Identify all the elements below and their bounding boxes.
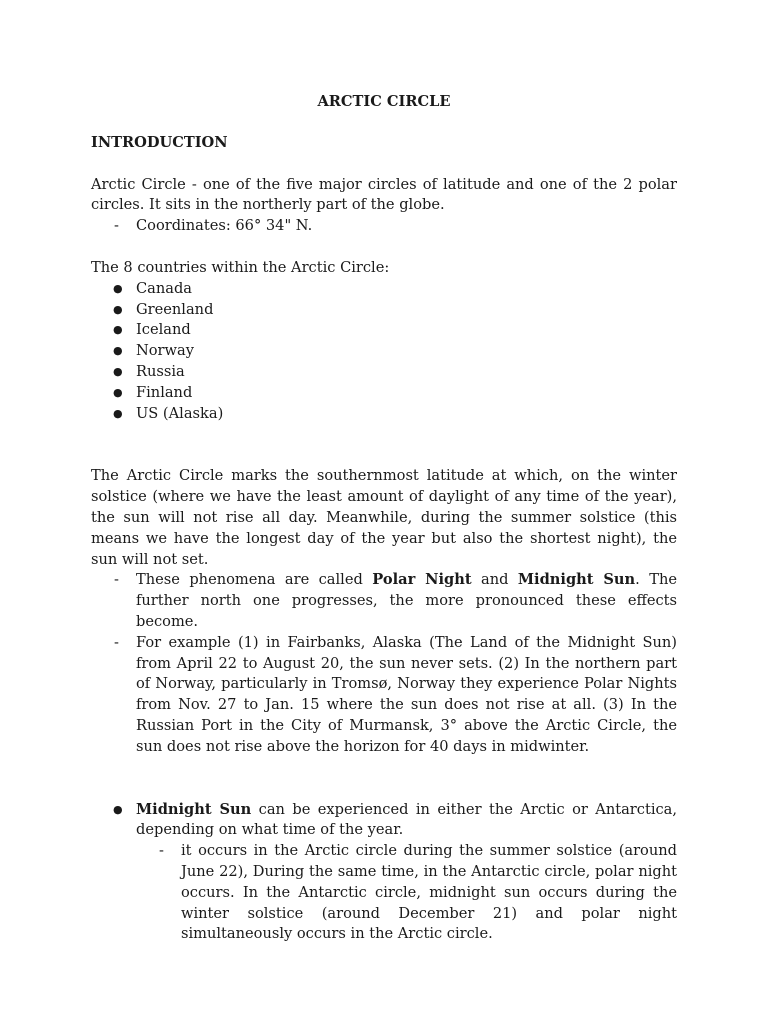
- document-page: [91, 92, 677, 945]
- bullet-marker: ●: [113, 406, 123, 420]
- midnight-sun-detail-text: it occurs in the Arctic circle during the summer solstice (around June 22), During the same time, in the Antarctic circle, polar night occurs. In the Antarctic circle, midnight sun occurs during the winter solstice (around December 21) and polar night simultaneously occurs in the Arctic circle.: [181, 842, 677, 943]
- intro-paragraph: Arctic Circle - one of the five major circles of latitude and one of the 2 polar circles. It sits in the northerly part of the globe.: [91, 175, 677, 214]
- section-heading-introduction: INTRODUCTION: [91, 133, 228, 151]
- countries-list: [91, 279, 677, 425]
- examples-text: For example (1) in Fairbanks, Alaska (The Land of the Midnight Sun) from April 22 to August 20, the sun never sets. (2) In the northern part of Norway, particularly in Tromsø, Norway they experience Polar Nights from Nov. 27 to Jan. 15 where the sun does not rise at all. (3) In the Russian Port in the City of Murmansk, 3° above the Arctic Circle, the sun does not rise above the horizon for 40 days in midwinter.: [136, 633, 677, 755]
- list-item: ● Russia: [91, 362, 677, 383]
- main-paragraph: The Arctic Circle marks the southernmost latitude at which, on the winter solstice (where we have the least amount of daylight of any time of the year), the sun will not rise all day. Meanwhile, during the summer solstice (this means we have the longest day of the year but also the shortest night), the sun will not set.: [91, 467, 677, 568]
- dash-marker: -: [114, 217, 119, 235]
- term-midnight-sun-heading: Midnight Sun: [136, 800, 252, 818]
- midnight-sun-detail-item: [91, 841, 677, 945]
- bullet-marker: ●: [113, 302, 123, 316]
- term-midnight-sun: Midnight Sun: [517, 571, 636, 589]
- term-polar-night: Polar Night: [372, 571, 472, 589]
- dash-marker: -: [114, 633, 119, 651]
- list-item: ● Finland: [91, 383, 677, 404]
- bullet-marker: ●: [113, 385, 123, 399]
- list-item: ● Greenland: [91, 300, 677, 321]
- bullet-marker: ●: [113, 323, 123, 337]
- list-item: ● US (Alaska): [91, 404, 677, 425]
- midnight-sun-item: ● Midnight Sun can be experienced in either the Arctic or Antarctica, depending on what time of the year.: [113, 800, 678, 839]
- document-title: ARCTIC CIRCLE: [317, 93, 451, 110]
- dash-marker: -: [159, 842, 164, 860]
- countries-heading: The 8 countries within the Arctic Circle:: [91, 258, 390, 276]
- bullet-marker: ●: [113, 364, 123, 378]
- list-item: ● Iceland: [91, 320, 677, 341]
- bullet-marker: ●: [113, 802, 123, 816]
- coordinates-item: [91, 216, 677, 237]
- bullet-marker: ●: [113, 344, 123, 358]
- list-item: ● Norway: [91, 341, 677, 362]
- bullet-marker: ●: [113, 281, 123, 295]
- list-item: ● Canada: [91, 279, 677, 300]
- examples-item: [91, 633, 677, 758]
- dash-marker: -: [114, 571, 119, 589]
- coordinates-text: Coordinates: 66° 34" N.: [136, 217, 313, 235]
- phenomena-item: - These phenomena are called Polar Night and Midnight Sun. The further north one progresses, the more pronounced these effects become.: [114, 571, 677, 630]
